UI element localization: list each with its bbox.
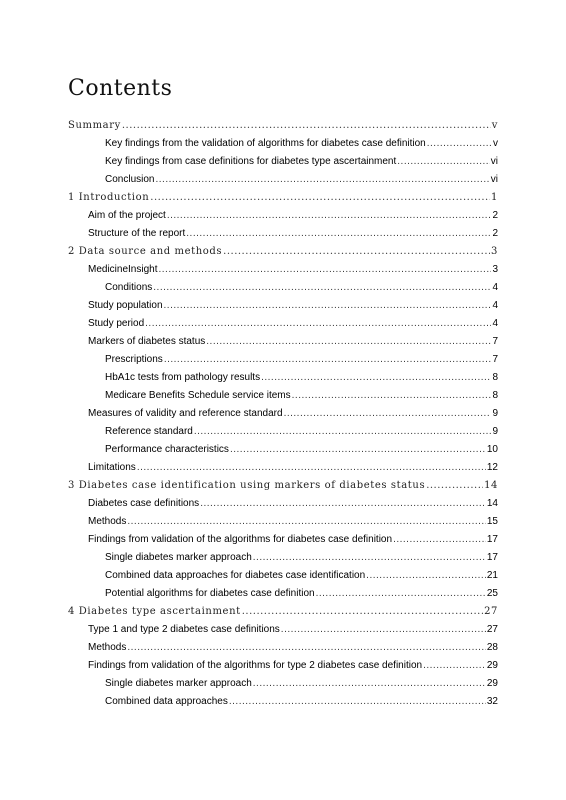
toc-entry-title: Markers of diabetes status: [88, 336, 206, 347]
toc-entry-title: HbA1c tests from pathology results: [105, 372, 261, 383]
toc-entry[interactable]: [105, 153, 498, 171]
toc-entry-title: Study period: [88, 318, 145, 329]
toc-leader-dots: [316, 585, 486, 603]
toc-entry[interactable]: [88, 261, 498, 279]
toc-entry-page-number: 15: [486, 516, 498, 527]
toc-leader-dots: [122, 117, 491, 135]
toc-entry[interactable]: [88, 207, 498, 225]
toc-leader-dots: [150, 189, 490, 207]
toc-leader-dots: [253, 675, 486, 693]
toc-entry-page-number: 27: [486, 624, 498, 635]
toc-entry[interactable]: [68, 243, 498, 261]
toc-entry-title: Conclusion: [105, 174, 155, 185]
toc-entry-title: Single diabetes marker approach: [105, 552, 252, 563]
toc-entry-title: Reference standard: [105, 426, 193, 437]
toc-entry-title: Combined data approaches: [105, 696, 228, 707]
toc-entry-page-number: vi: [490, 174, 498, 185]
toc-entry-page-number: 7: [492, 354, 498, 365]
toc-entry-page-number: 14: [484, 480, 498, 491]
toc-entry-page-number: vi: [490, 156, 498, 167]
toc-entry[interactable]: [88, 333, 498, 351]
toc-entry-page-number: 28: [486, 642, 498, 653]
toc-leader-dots: [158, 261, 491, 279]
toc-entry-page-number: 21: [486, 570, 498, 581]
toc-leader-dots: [229, 693, 486, 711]
toc-leader-dots: [206, 333, 491, 351]
toc-entry[interactable]: [88, 621, 498, 639]
toc-entry[interactable]: [68, 189, 498, 207]
toc-entry[interactable]: [88, 297, 498, 315]
toc-entry-title: Study population: [88, 300, 163, 311]
toc-entry-title: 2 Data source and methods: [68, 246, 223, 257]
toc-entry-page-number: 10: [486, 444, 498, 455]
toc-entry[interactable]: [68, 603, 498, 621]
toc-entry-title: Type 1 and type 2 diabetes case definitions: [88, 624, 280, 635]
toc-entry[interactable]: [105, 387, 498, 405]
toc-entry-page-number: 9: [492, 426, 498, 437]
toc-entry[interactable]: [105, 171, 498, 189]
toc-leader-dots: [253, 549, 486, 567]
toc-entry-page-number: 17: [486, 552, 498, 563]
toc-entry-page-number: 2: [492, 228, 498, 239]
toc-entry[interactable]: [105, 135, 498, 153]
toc-leader-dots: [230, 441, 486, 459]
toc-entry-page-number: 8: [492, 372, 498, 383]
toc-leader-dots: [281, 621, 486, 639]
toc-entry[interactable]: [68, 117, 498, 135]
toc-entry[interactable]: [88, 495, 498, 513]
toc-entry-page-number: 3: [491, 246, 498, 257]
toc-leader-dots: [242, 603, 483, 621]
toc-leader-dots: [155, 171, 489, 189]
toc-entry-page-number: 32: [486, 696, 498, 707]
toc-leader-dots: [284, 405, 492, 423]
toc-leader-dots: [292, 387, 492, 405]
toc-entry-page-number: 8: [492, 390, 498, 401]
toc-entry-title: Key findings from case definitions for diabetes type ascertainment: [105, 156, 397, 167]
toc-leader-dots: [393, 531, 486, 549]
toc-entry-title: Medicare Benefits Schedule service items: [105, 390, 291, 401]
toc-entry-title: Single diabetes marker approach: [105, 678, 252, 689]
toc-entry-page-number: 27: [484, 606, 498, 617]
toc-entry-page-number: v: [493, 138, 498, 149]
toc-entry-title: Conditions: [105, 282, 153, 293]
toc-entry-page-number: 3: [492, 264, 498, 275]
toc-entry-page-number: 2: [492, 210, 498, 221]
toc-entry-title: Methods: [88, 516, 127, 527]
toc-entry[interactable]: [105, 693, 498, 711]
toc-leader-dots: [153, 279, 491, 297]
toc-entry-title: Potential algorithms for diabetes case definition: [105, 588, 315, 599]
toc-entry-page-number: 4: [492, 282, 498, 293]
toc-leader-dots: [423, 657, 486, 675]
toc-leader-dots: [127, 639, 486, 657]
toc-leader-dots: [200, 495, 486, 513]
toc-entry[interactable]: [88, 315, 498, 333]
toc-entry-page-number: 4: [492, 318, 498, 329]
toc-entry-title: Limitations: [88, 462, 136, 473]
toc-leader-dots: [223, 243, 490, 261]
toc-leader-dots: [261, 369, 491, 387]
toc-entry-page-number: 17: [486, 534, 498, 545]
toc-entry[interactable]: [88, 657, 498, 675]
toc-entry[interactable]: [105, 567, 498, 585]
toc-entry[interactable]: [105, 279, 498, 297]
toc-entry-title: MedicineInsight: [88, 264, 158, 275]
toc-entry-title: Key findings from the validation of algorithms for diabetes case definition: [105, 138, 426, 149]
toc-entry-page-number: 29: [486, 660, 498, 671]
toc-entry[interactable]: [68, 477, 498, 495]
toc-entry-title: Aim of the project: [88, 210, 166, 221]
toc-leader-dots: [397, 153, 490, 171]
toc-entry-page-number: 4: [492, 300, 498, 311]
toc-entry-page-number: 12: [486, 462, 498, 473]
toc-entry-title: Prescriptions: [105, 354, 163, 365]
toc-entry-page-number: 9: [492, 408, 498, 419]
toc-entry-title: Findings from validation of the algorithms for diabetes case definition: [88, 534, 393, 545]
toc-entry[interactable]: [88, 531, 498, 549]
contents-title: Contents: [68, 76, 173, 101]
toc-entry-title: 4 Diabetes type ascertainment: [68, 606, 241, 617]
toc-entry[interactable]: [105, 351, 498, 369]
toc-entry-page-number: 1: [491, 192, 498, 203]
toc-leader-dots: [127, 513, 486, 531]
toc-entry-title: Structure of the report: [88, 228, 186, 239]
toc-entry[interactable]: [105, 369, 498, 387]
toc-entry[interactable]: [105, 675, 498, 693]
toc-leader-dots: [427, 135, 492, 153]
toc-entry-title: Findings from validation of the algorithms for type 2 diabetes case definition: [88, 660, 423, 671]
toc-leader-dots: [194, 423, 492, 441]
toc-entry[interactable]: [105, 585, 498, 603]
toc-entry-page-number: 14: [486, 498, 498, 509]
toc-leader-dots: [137, 459, 486, 477]
toc-entry[interactable]: [88, 639, 498, 657]
toc-entry-title: Combined data approaches for diabetes case identification: [105, 570, 366, 581]
toc-leader-dots: [366, 567, 486, 585]
toc-leader-dots: [426, 477, 483, 495]
toc-leader-dots: [145, 315, 491, 333]
toc-entry[interactable]: [88, 225, 498, 243]
toc-entry-title: 3 Diabetes case identification using markers of diabetes status: [68, 480, 426, 491]
toc-entry-page-number: 29: [486, 678, 498, 689]
toc-entry[interactable]: [105, 549, 498, 567]
toc-entry[interactable]: [88, 405, 498, 423]
toc-entry[interactable]: [88, 459, 498, 477]
toc-entry-title: Methods: [88, 642, 127, 653]
toc-leader-dots: [167, 207, 492, 225]
toc-entry-title: Performance characteristics: [105, 444, 229, 455]
toc-entry-page-number: 7: [492, 336, 498, 347]
toc-entry-title: Measures of validity and reference standard: [88, 408, 283, 419]
toc-leader-dots: [164, 297, 492, 315]
toc-entry-page-number: 25: [486, 588, 498, 599]
toc-entry[interactable]: [88, 513, 498, 531]
toc-entry-title: 1 Introduction: [68, 192, 150, 203]
toc-entry-title: Summary: [68, 120, 121, 131]
toc-entry-page-number: v: [491, 120, 498, 131]
toc-leader-dots: [186, 225, 491, 243]
toc-entry[interactable]: [105, 423, 498, 441]
toc-leader-dots: [164, 351, 492, 369]
toc-entry-title: Diabetes case definitions: [88, 498, 200, 509]
toc-entry[interactable]: [105, 441, 498, 459]
